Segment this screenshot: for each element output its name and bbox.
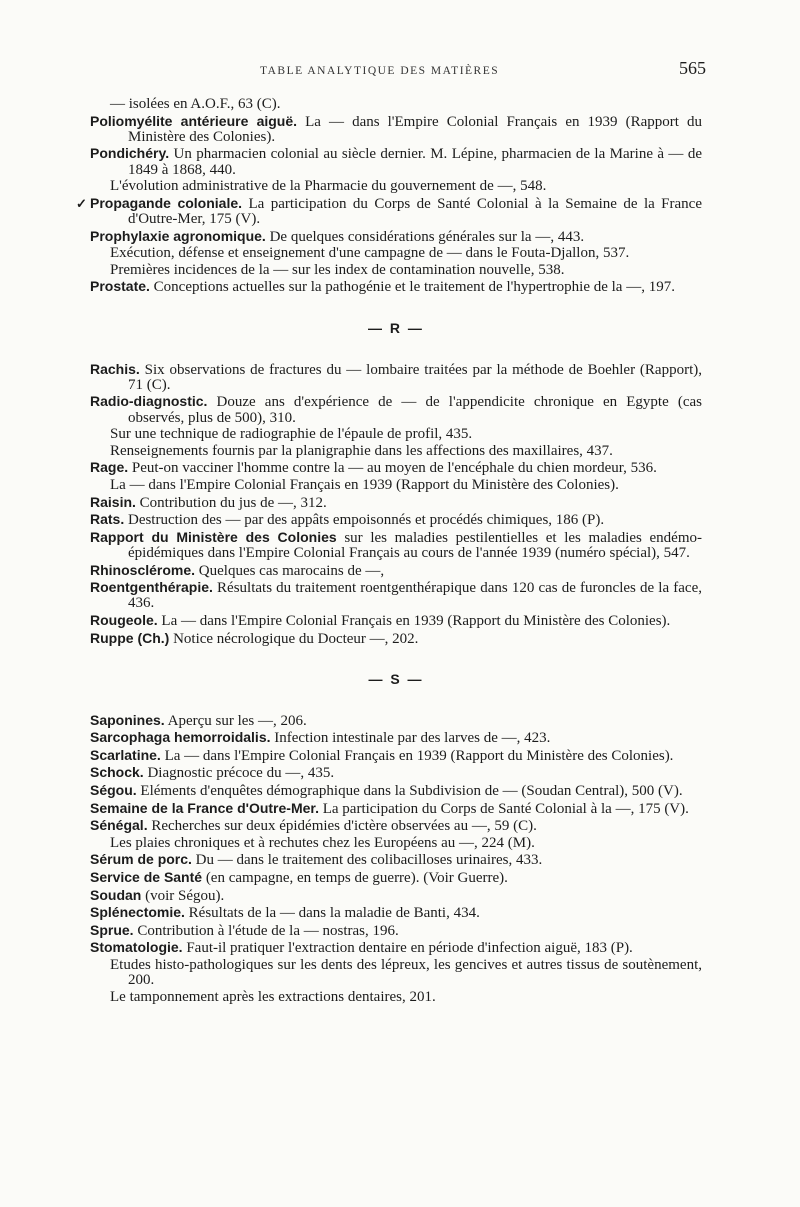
index-entry-text: Destruction des — par des appâts empoisonnés et procédés chimiques, 186 (P). [124, 512, 605, 529]
index-term: Radio-diagnostic. [90, 393, 208, 410]
index-entry [90, 512, 702, 528]
index-term: Sérum de porc. [90, 851, 192, 868]
index-subentry [90, 263, 702, 278]
index-entry-text: Les plaies chroniques et à rechutes chez les Européens au —, 224 (M). [110, 834, 535, 851]
index-entry-text: Diagnostic précoce du —, 435. [143, 765, 335, 782]
index-term: Scarlatine. [90, 746, 161, 763]
index-entry [90, 631, 702, 647]
index-term: Rhinosclérome. [90, 561, 196, 578]
index-page [76, 58, 706, 1006]
index-entry-text: sur les maladies pestilentielles et les maladies endémo-épidémiques dans l'Empire Colonial Français au cours de l'année 1939 (numéro spécial), 547. [128, 529, 702, 561]
index-term: Poliomyélite antérieure aiguë. [90, 112, 298, 129]
index-entry-text: Premières incidences de la — sur les index de contamination nouvelle, 538. [110, 261, 565, 278]
index-entry [90, 923, 702, 939]
index-block-s [90, 713, 702, 1005]
index-block-p [76, 96, 703, 296]
index-entry [90, 783, 702, 799]
index-entry [90, 394, 702, 425]
index-term: Ségou. [90, 782, 137, 799]
running-title: TABLE ANALYTIQUE DES MATIÈRES [260, 65, 500, 77]
index-entry-text: Douze ans d'expérience de — de l'appendicite chronique en Egypte (cas observés, plus de 500), 310. [128, 394, 702, 426]
index-entry-text: La — dans l'Empire Colonial Français en 1939 (Rapport du Ministère des Colonies). [160, 747, 674, 764]
index-term: Raisin. [90, 493, 136, 510]
section-heading-r: — R — [368, 319, 424, 336]
index-term: Rougeole. [90, 611, 158, 628]
index-entry-text: Aperçu sur les —, 206. [164, 712, 307, 729]
index-term: Splénectomie. [90, 904, 185, 921]
index-term: Saponines. [90, 711, 165, 728]
page-number: 565 [679, 58, 706, 78]
index-entry-text: — isolées en A.O.F., 63 (C). [110, 96, 281, 112]
index-entry [90, 940, 702, 956]
index-entry [90, 279, 702, 295]
check-mark-icon: ✓ [76, 195, 87, 211]
index-term: Soudan [90, 886, 142, 903]
index-entry-text: Conceptions actuelles sur la pathogénie et le traitement de l'hypertrophie de la —, 197. [149, 279, 675, 296]
index-entry-text: De quelques considérations générales sur la —, 443. [265, 228, 585, 245]
index-entry-text: La — dans l'Empire Colonial Français en 1939 (Rapport du Ministère des Colonies). [128, 113, 703, 145]
index-term: Pondichéry. [90, 145, 170, 162]
index-entry-text: Du — dans le traitement des colibacilloses urinaires, 433. [191, 852, 543, 869]
index-subentry [90, 97, 702, 112]
index-entry [90, 801, 702, 817]
index-term: Service de Santé [90, 869, 203, 886]
index-entry-text: Exécution, défense et enseignement d'une campagne de — dans le Fouta-Djallon, 537. [110, 245, 630, 262]
index-entry [90, 713, 702, 729]
index-entry-text: Le tamponnement après les extractions dentaires, 201. [110, 988, 436, 1005]
index-entry-text: La participation du Corps de Santé Colonial à la Semaine de la France d'Outre-Mer, 175 (V). [128, 195, 702, 227]
index-term: Stomatologie. [90, 939, 183, 956]
index-subentry [90, 478, 702, 493]
index-term: Rachis. [90, 360, 140, 377]
index-entry-text: Six observations de fractures du — lombaire traitées par la méthode de Boehler (Rapport), 71 (C). [128, 361, 702, 393]
index-term: Rage. [90, 459, 129, 476]
index-entry [90, 818, 702, 834]
index-entry [90, 888, 702, 904]
index-entry-text: Quelques cas marocains de —, [195, 562, 385, 579]
index-entry [90, 460, 702, 476]
index-term: Semaine de la France d'Outre-Mer. [90, 799, 319, 816]
index-entry-text: Un pharmacien colonial au siècle dernier. M. Lépine, pharmacien de la Marine à — de 1849 à 1868, 440. [128, 146, 702, 178]
index-entry [90, 580, 702, 611]
index-term: Prophylaxie agronomique. [90, 227, 266, 244]
index-entry-text: Infection intestinale par des larves de —, 423. [270, 730, 551, 747]
index-term: Schock. [90, 764, 144, 781]
index-entry-text: Résultats de la — dans la maladie de Banti, 434. [184, 905, 480, 922]
index-block-r [90, 362, 702, 647]
index-subentry [90, 246, 702, 261]
index-entry-text: (en campagne, en temps de guerre). (Voir Guerre). [202, 870, 508, 887]
index-term: Propagande coloniale. [90, 194, 243, 211]
index-term: Sarcophaga hemorroidalis. [90, 729, 271, 746]
index-entry-text: Contribution du jus de —, 312. [135, 494, 327, 511]
index-entry-text: Faut-il pratiquer l'extraction dentaire en période d'infection aiguë, 183 (P). [182, 940, 633, 957]
index-term: Ruppe (Ch.) [90, 629, 170, 646]
index-entry-text: Peut-on vacciner l'homme contre la — au moyen de l'encéphale du chien mordeur, 536. [128, 460, 657, 477]
index-subentry [90, 836, 702, 851]
index-entry [90, 563, 702, 579]
index-term: Sénégal. [90, 817, 148, 834]
index-subentry [90, 958, 702, 988]
index-entry [90, 114, 702, 145]
section-heading-s: — S — [368, 670, 424, 687]
index-entry [90, 229, 702, 245]
page-header [260, 58, 706, 79]
index-entry-text: La participation du Corps de Santé Colonial à la —, 175 (V). [318, 800, 689, 817]
index-term: Rapport du Ministère des Colonies [90, 528, 337, 545]
index-entry [76, 194, 702, 227]
index-subentry [90, 990, 702, 1005]
index-entry-text: Sur une technique de radiographie de l'épaule de profil, 435. [110, 426, 473, 443]
index-term: Rats. [90, 511, 125, 528]
index-entry [90, 613, 702, 629]
index-entry [90, 765, 702, 781]
index-entry-text: Recherches sur deux épidémies d'ictère observées au —, 59 (C). [147, 818, 537, 835]
index-entry-text: La — dans l'Empire Colonial Français en 1939 (Rapport du Ministère des Colonies). [157, 612, 671, 629]
index-entry [90, 852, 702, 868]
index-entry-text: Notice nécrologique du Docteur —, 202. [169, 630, 419, 647]
index-entry-text: Etudes histo-pathologiques sur les dents des lépreux, les gencives et autres tissus de soutènement, 200. [110, 957, 702, 989]
index-subentry [90, 427, 702, 442]
index-entry [90, 748, 702, 764]
index-entry [90, 146, 702, 177]
index-term: Sprue. [90, 921, 134, 938]
index-term: Prostate. [90, 278, 150, 295]
index-entry-text: Eléments d'enquêtes démographique dans la Subdivision de — (Soudan Central), 500 (V). [136, 783, 683, 800]
index-entry-text: (voir Ségou). [141, 887, 225, 904]
index-term: Roentgenthérapie. [90, 579, 213, 596]
index-entry-text: Résultats du traitement roentgenthérapique dans 120 cas de furoncles de la face, 436. [128, 580, 702, 612]
index-entry [90, 730, 702, 746]
index-entry-text: La — dans l'Empire Colonial Français en 1939 (Rapport du Ministère des Colonies). [110, 476, 619, 493]
index-entry [90, 495, 702, 511]
index-subentry [90, 444, 702, 459]
index-entry [90, 905, 702, 921]
index-entry [90, 530, 702, 561]
index-entry-text: L'évolution administrative de la Pharmacie du gouvernement de —, 548. [110, 178, 547, 195]
index-subentry [90, 179, 702, 194]
index-entry-text: Renseignements fournis par la planigraphie dans les affections des maxillaires, 437. [110, 442, 613, 459]
index-entry-text: Contribution à l'étude de la — nostras, 196. [133, 922, 399, 939]
index-entry [90, 870, 702, 886]
index-entry [90, 362, 702, 393]
